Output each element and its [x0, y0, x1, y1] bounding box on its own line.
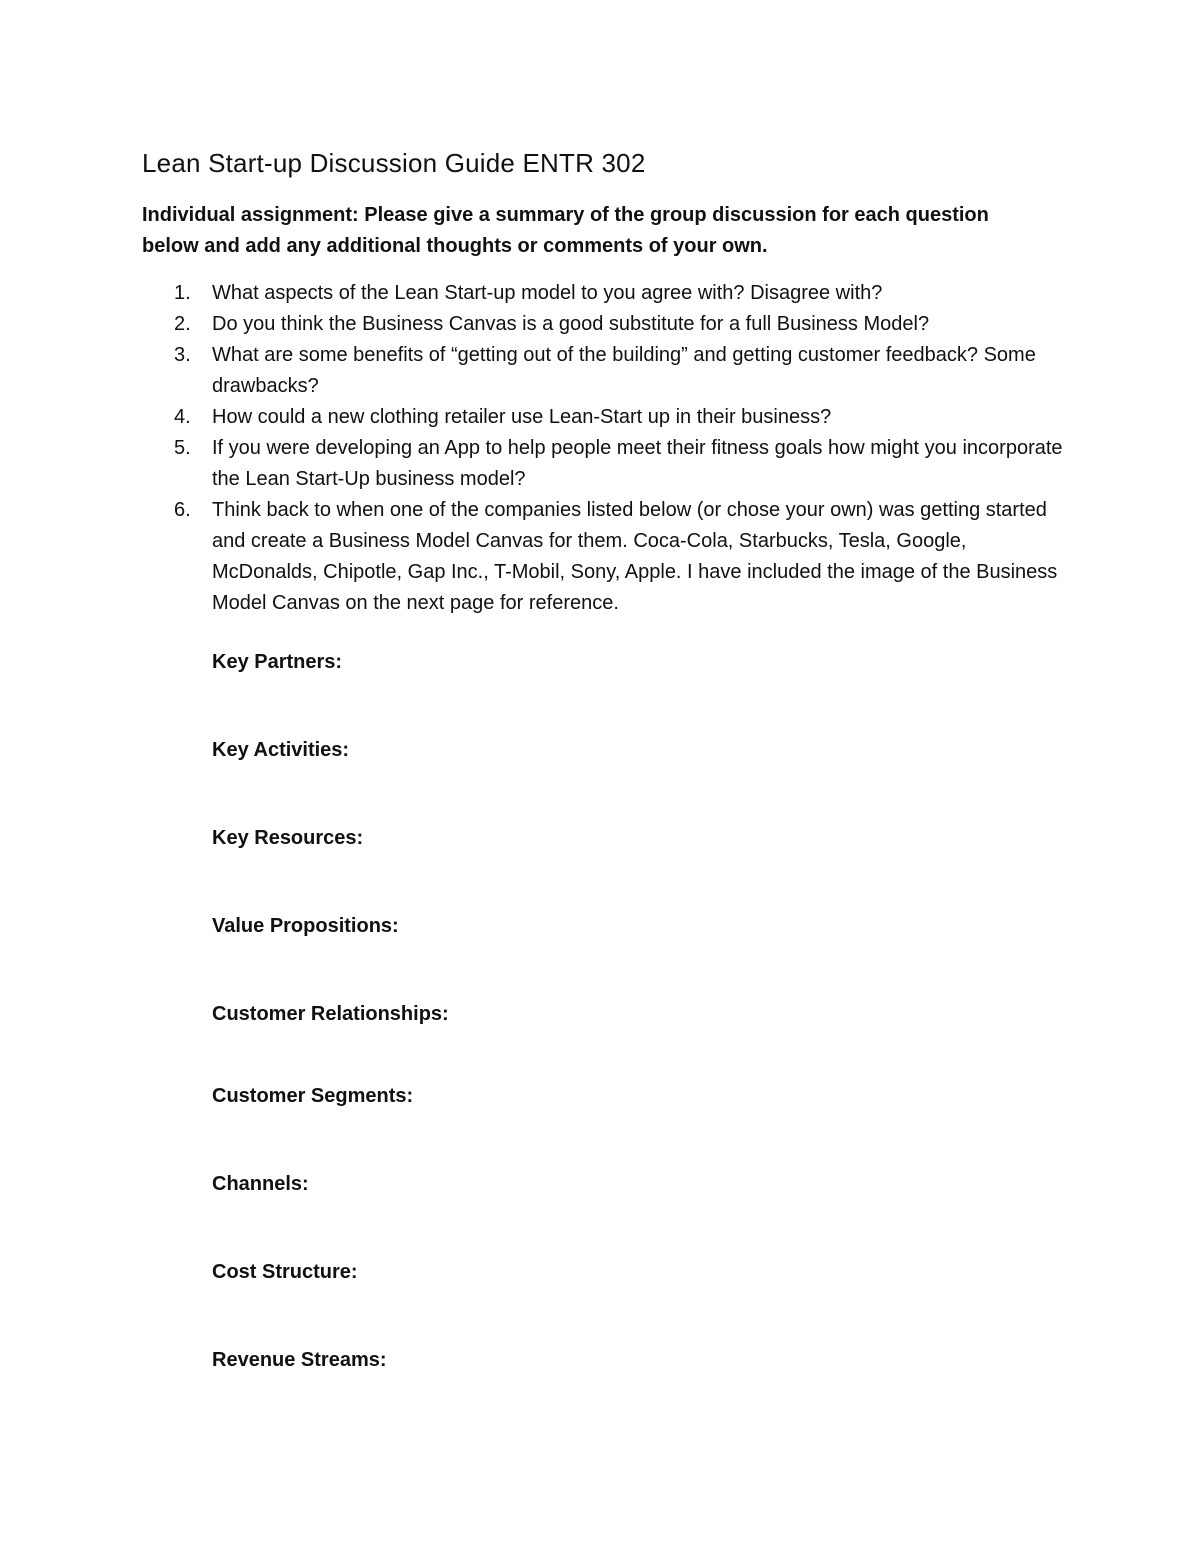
canvas-field-channels: Channels:: [212, 1173, 309, 1195]
canvas-field-key-partners: Key Partners:: [212, 651, 343, 673]
question-number: 2.: [174, 313, 191, 335]
canvas-field-key-activities: Key Activities:: [212, 739, 350, 761]
canvas-field-revenue-streams: Revenue Streams:: [212, 1349, 387, 1371]
question-item: [142, 495, 1072, 619]
question-text: What are some benefits of “getting out of the building” and getting customer feedback? Some drawbacks?: [212, 344, 1036, 397]
question-text: If you were developing an App to help people meet their fitness goals how might you incorporate the Lean Start-Up business model?: [212, 437, 1063, 490]
question-item: [142, 309, 1072, 340]
canvas-field-cost-structure: Cost Structure:: [212, 1261, 358, 1283]
canvas-field-key-resources: Key Resources:: [212, 827, 364, 849]
question-text: How could a new clothing retailer use Lean-Start up in their business?: [212, 406, 832, 428]
question-text: Do you think the Business Canvas is a good substitute for a full Business Model?: [212, 313, 930, 335]
question-number: 3.: [174, 344, 191, 366]
question-number: 4.: [174, 406, 191, 428]
question-item: [142, 402, 1072, 433]
question-item: [142, 433, 1072, 495]
question-item: [142, 278, 1072, 309]
assignment-instructions: Individual assignment: Please give a summary of the group discussion for each question below and add any additional thoughts or comments of your own.: [142, 204, 989, 257]
question-number: 1.: [174, 282, 191, 304]
question-text: What aspects of the Lean Start-up model to you agree with? Disagree with?: [212, 282, 883, 304]
question-number: 6.: [174, 499, 191, 521]
canvas-field-value-propositions: Value Propositions:: [212, 915, 399, 937]
canvas-field-customer-segments: Customer Segments:: [212, 1085, 414, 1107]
question-number: 5.: [174, 437, 191, 459]
page-title: Lean Start-up Discussion Guide ENTR 302: [142, 148, 646, 178]
question-item: [142, 340, 1072, 402]
question-text: Think back to when one of the companies listed below (or chose your own) was getting started and create a Business Model Canvas for them. Coca-Cola, Starbucks, Tesla, Google, McDonalds, Chipotle, Gap Inc., T-Mobil, Sony, Apple. I have included the image of the Business Model Canvas on the next page for reference.: [212, 499, 1058, 614]
canvas-field-customer-relationships: Customer Relationships:: [212, 1003, 449, 1025]
question-list: [142, 278, 1072, 619]
